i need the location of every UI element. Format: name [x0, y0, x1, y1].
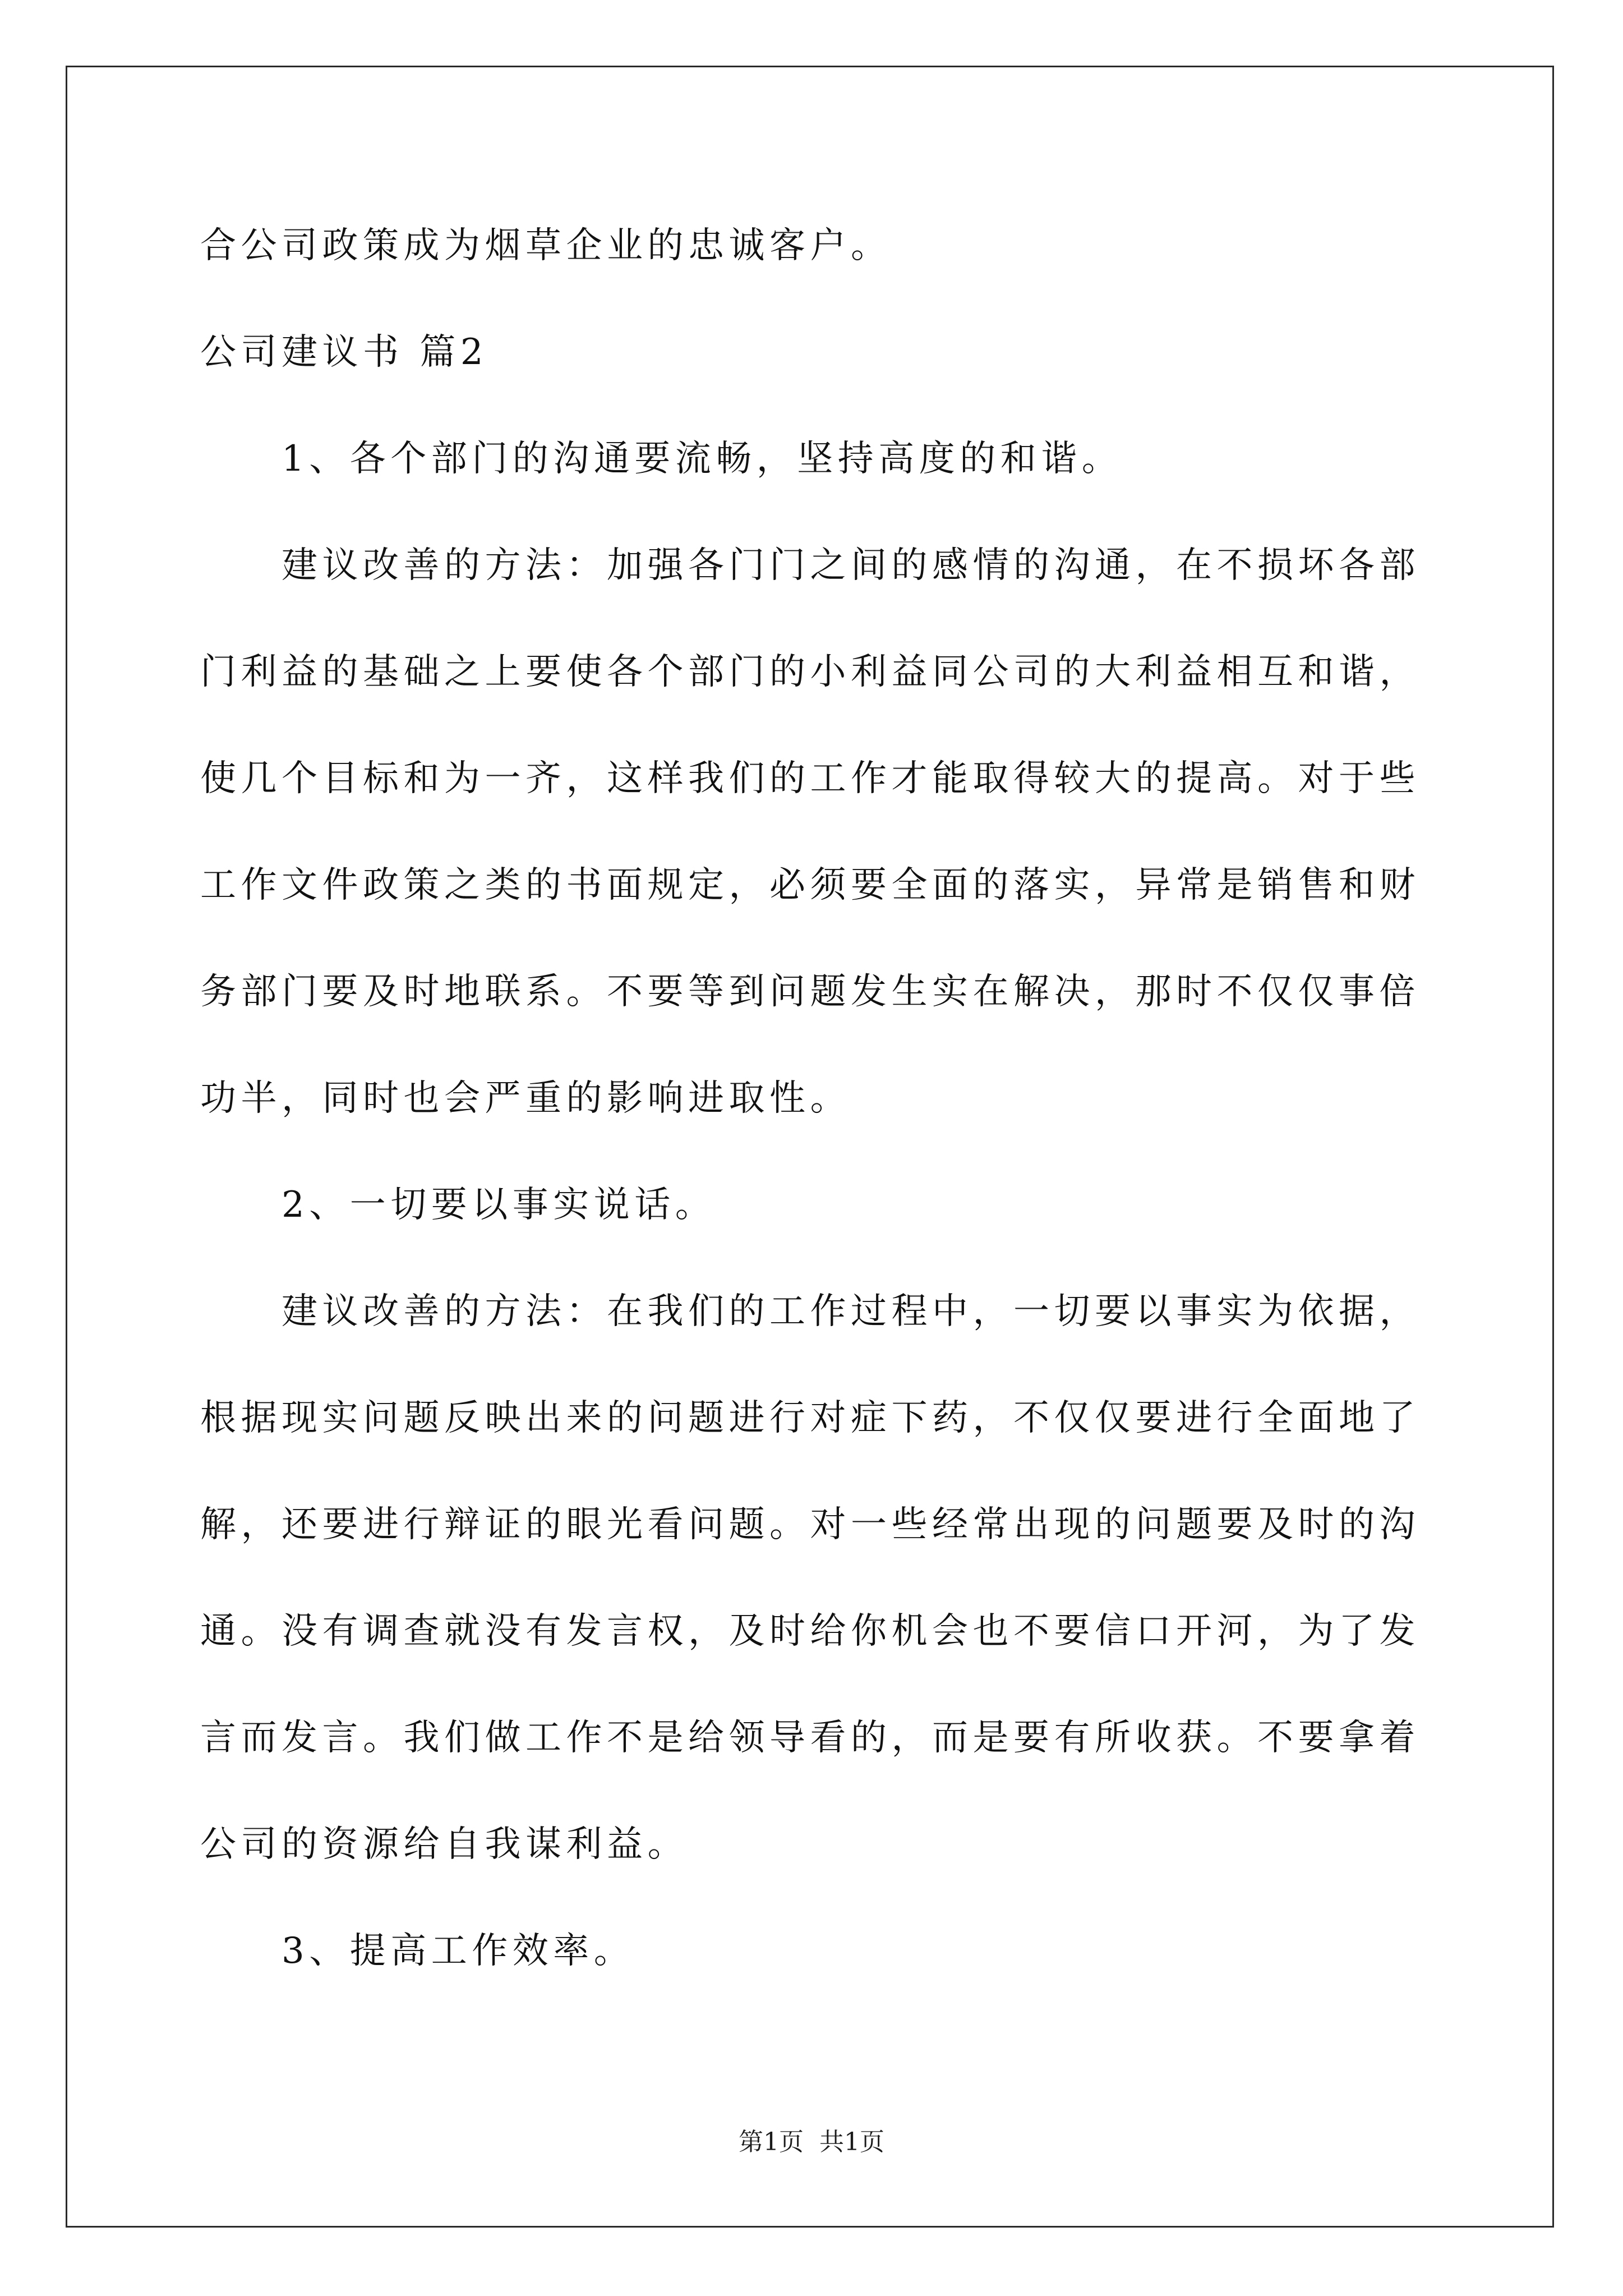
text-line: 根据现实问题反映出来的问题进行对症下药，不仅仅要进行全面地了	[200, 1397, 1420, 1439]
text-line: 门利益的基础之上要使各个部门的小利益同公司的大利益相互和谐，	[200, 651, 1420, 693]
text-line: 使几个目标和为一齐，这样我们的工作才能取得较大的提高。对于些	[200, 758, 1420, 799]
paragraph-point-2	[200, 1152, 1421, 1258]
text-line: 合公司政策成为烟草企业的忠诚客户。	[200, 225, 892, 266]
text-line: 解，还要进行辩证的眼光看问题。对一些经常出现的问题要及时的沟	[200, 1504, 1420, 1545]
text-line: 功半，同时也会严重的影响进取性。	[200, 1078, 851, 1119]
text-line: 建议改善的方法：加强各门门之间的感情的沟通，在不损坏各部	[282, 545, 1420, 586]
text-line: 公司的资源给自我谋利益。	[200, 1824, 688, 1865]
paragraph-method-1	[200, 512, 1421, 1152]
text-line: 建议改善的方法：在我们的工作过程中，一切要以事实为依据，	[282, 1291, 1420, 1332]
text-line: 1、各个部门的沟通要流畅，坚持高度的和谐。	[282, 438, 1123, 480]
text-line: 通。没有调查就没有发言权，及时给你机会也不要信口开河，为了发	[200, 1611, 1420, 1652]
paragraph-point-3	[200, 1898, 1421, 2004]
text-line: 3、提高工作效率。	[282, 1930, 635, 1972]
paragraph-point-1	[200, 406, 1421, 512]
section-title-text: 公司建议书 篇2	[200, 332, 488, 373]
continuation-paragraph	[200, 192, 1421, 299]
section-title	[200, 299, 1421, 406]
document-body	[200, 192, 1421, 2004]
paragraph-method-2	[200, 1258, 1421, 1898]
page-number-footer: 第1页 共1页	[739, 2128, 884, 2156]
text-line: 2、一切要以事实说话。	[282, 1184, 716, 1226]
text-line: 务部门要及时地联系。不要等到问题发生实在解决，那时不仅仅事倍	[200, 971, 1420, 1013]
text-line: 言而发言。我们做工作不是给领导看的，而是要有所收获。不要拿着	[200, 1717, 1420, 1759]
text-line: 工作文件政策之类的书面规定，必须要全面的落实，异常是销售和财	[200, 864, 1420, 906]
